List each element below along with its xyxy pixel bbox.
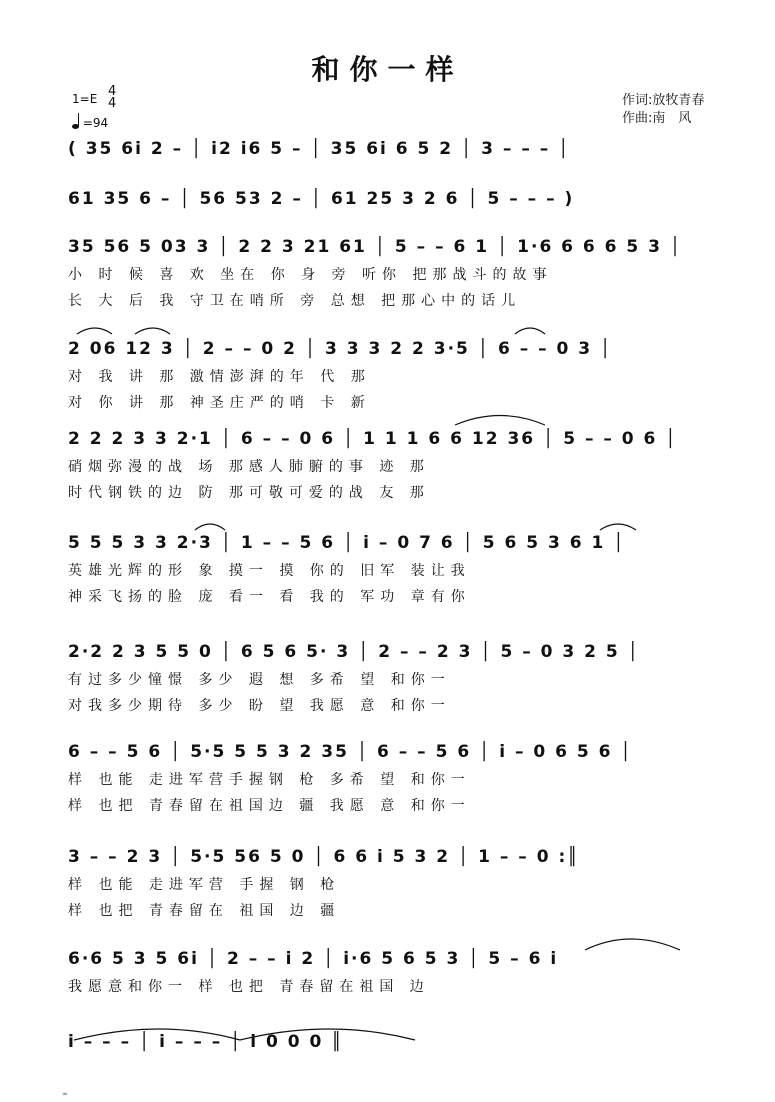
notation-line: 6 – – 5 6 │ 5·5 5 5 3 2 35 │ 6 – – 5 6 │ i – 0 6 5 6 │ <box>68 742 633 762</box>
quarter-note-icon <box>72 124 79 129</box>
key-signature <box>72 84 117 111</box>
notation-line: 35 56 5 03 3 │ 2 2 3 21 61 │ 5 – – 6 1 │ 1·6 6 6 6 5 3 │ <box>68 237 683 257</box>
notation-line: 2 2 2 3 3 2·1 │ 6 – – 0 6 │ 1 1 1 6 6 12 36 │ 5 – – 0 6 │ <box>68 429 678 449</box>
slur <box>77 328 112 334</box>
notation-line: 3 – – 2 3 │ 5·5 56 5 0 │ 6 6 i 5 3 2 │ 1 – – 0 :║ <box>68 847 580 867</box>
time-signature <box>108 86 116 110</box>
lyric-verse-1: 样 也能 走进军营手握钢 枪 多希 望 和你一 <box>68 772 471 788</box>
song-title: 和你一样 <box>311 53 464 86</box>
notation-line: 2·2 2 3 5 5 0 │ 6 5 6 5· 3 │ 2 – – 2 3 │ 5 – 0 3 2 5 │ <box>68 642 640 662</box>
lyric-verse-2: 长 大 后 我 守卫在哨所 旁 总想 把那心中的话儿 <box>68 293 522 309</box>
lyricist: 作词:放牧青春 <box>622 93 705 108</box>
slur <box>135 328 170 334</box>
time-top: 4 <box>108 84 117 99</box>
credits <box>622 92 704 128</box>
footer-mark: ∞ <box>62 1090 68 1098</box>
lyric-verse-2: 时代钢铁的边 防 那可敬可爱的战 友 那 <box>68 485 430 501</box>
lyric-verse-1: 硝烟弥漫的战 场 那感人肺腑的事 迹 那 <box>68 459 430 475</box>
lyric-verse-1: 样 也能 走进军营 手握 钢 枪 <box>68 877 341 893</box>
tempo-value: =94 <box>82 116 109 130</box>
notation-line: ( 35 6i 2 – │ i2 i6 5 – │ 35 6i 6 5 2 │ 3 – – – │ <box>68 139 571 159</box>
tempo-marking <box>72 116 108 130</box>
time-bottom: 4 <box>108 96 117 111</box>
notation-line: 2 06 12 3 │ 2 – – 0 2 │ 3 3 3 2 2 3·5 │ 6 – – 0 3 │ <box>68 339 613 359</box>
lyric-verse-2: 样 也把 青春留在 祖国 边 疆 <box>68 903 341 919</box>
lyric-verse-2: 样 也把 青春留在祖国边 疆 我愿 意 和你一 <box>68 798 471 814</box>
lyric-verse-2: 对我多少期待 多少 盼 望 我愿 意 和你一 <box>68 698 451 714</box>
lyric-verse-1: 对 我 讲 那 激情澎湃的年 代 那 <box>68 369 371 385</box>
slur <box>455 416 545 426</box>
lyric-verse-1: 英雄光辉的形 象 摸一 摸 你的 旧军 装让我 <box>68 563 471 579</box>
notation-line: 61 35 6 – │ 56 53 2 – │ 61 25 3 2 6 │ 5 – – – ) <box>68 189 575 209</box>
lyric-verse-2: 对 你 讲 那 神圣庄严的哨 卡 新 <box>68 395 371 411</box>
lyric-verse-2: 神采飞扬的脸 庞 看一 看 我的 军功 章有你 <box>68 589 471 605</box>
key-label: 1=E <box>72 92 98 106</box>
notation-line: 5 5 5 3 3 2·3 │ 1 – – 5 6 │ i – 0 7 6 │ 5 6 5 3 6 1 │ <box>68 533 626 553</box>
notation-line: i – – – │ i – – – │ i 0 0 0 ║ <box>68 1032 344 1052</box>
slur <box>515 328 545 334</box>
composer: 作曲:南 风 <box>622 111 692 126</box>
notation-line: 6·6 5 3 5 6i │ 2 – – i 2 │ i·6 5 6 5 3 │ 5 – 6 i <box>68 949 559 969</box>
lyric-verse-1: 小 时 候 喜 欢 坐在 你 身 旁 听你 把那战斗的故事 <box>68 267 553 283</box>
lyric-verse-1: 我愿意和你一 样 也把 青春留在祖国 边 <box>68 979 430 995</box>
lyric-verse-1: 有过多少憧憬 多少 遐 想 多希 望 和你一 <box>68 672 451 688</box>
